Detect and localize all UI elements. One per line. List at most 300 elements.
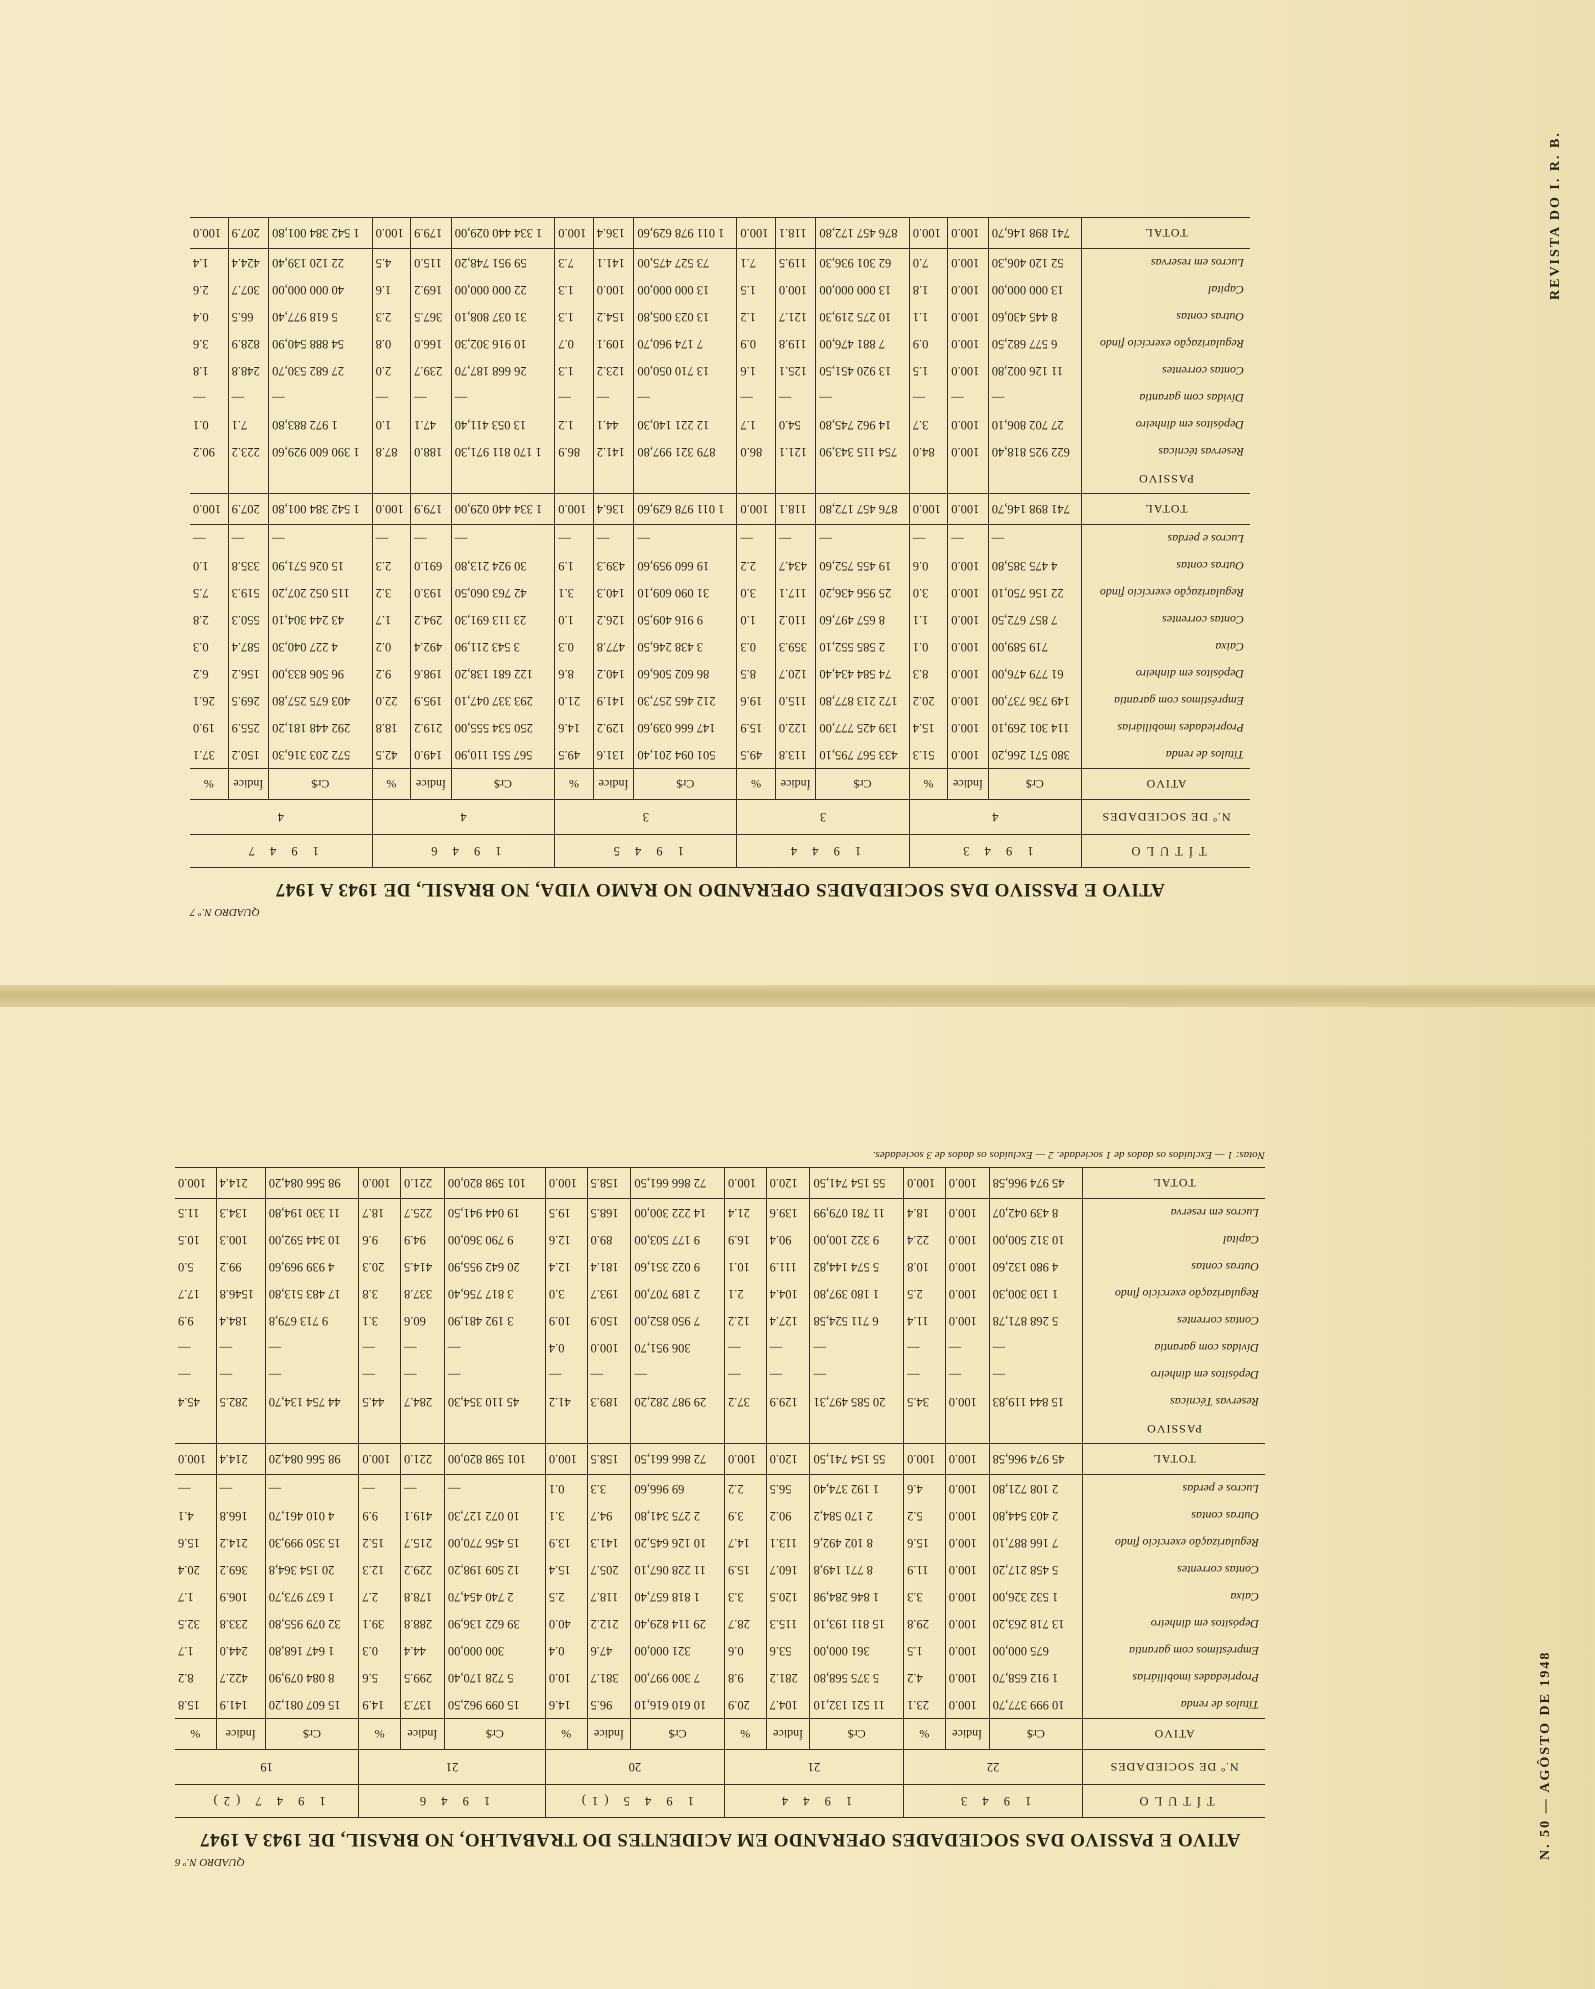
cell-value: 2 585 552,10 bbox=[816, 633, 909, 660]
empty-cell bbox=[269, 465, 373, 494]
col-pct-header: % bbox=[724, 1719, 766, 1750]
cell-value: 1 637 973,70 bbox=[265, 1583, 359, 1610]
col-pct-header: % bbox=[372, 769, 411, 800]
total-value: 207.9 bbox=[228, 218, 269, 249]
cell-value: — bbox=[909, 384, 948, 411]
total-value: 100.0 bbox=[909, 494, 948, 525]
cell-value: — bbox=[989, 1334, 1083, 1361]
cell-value: 44.1 bbox=[593, 411, 634, 438]
cell-value: — bbox=[775, 384, 816, 411]
cell-value: 106.9 bbox=[216, 1583, 265, 1610]
cell-value: 39 622 136,90 bbox=[444, 1610, 545, 1637]
empty-cell bbox=[444, 1415, 545, 1444]
cell-value: — bbox=[265, 1475, 359, 1503]
total-value: 158.5 bbox=[587, 1168, 631, 1199]
cell-value: 434.7 bbox=[775, 552, 816, 579]
societies-count: 4 bbox=[190, 800, 372, 835]
col-pct-header: % bbox=[359, 1719, 401, 1750]
cell-value: 7 881 476,00 bbox=[816, 330, 909, 357]
cell-value: 42.5 bbox=[372, 741, 411, 769]
year-header: 1 9 4 3 bbox=[904, 1785, 1083, 1818]
cell-value: 12.6 bbox=[545, 1226, 587, 1253]
cell-value: 11 521 132,10 bbox=[810, 1691, 904, 1719]
cell-value: 100.0 bbox=[587, 1334, 631, 1361]
cell-value: 100.0 bbox=[948, 276, 989, 303]
cell-value: 23 113 691,30 bbox=[451, 606, 555, 633]
cell-value: — bbox=[988, 525, 1081, 553]
cell-value: 6.2 bbox=[190, 660, 228, 687]
cell-value: 23.1 bbox=[904, 1691, 946, 1719]
cell-value: 1.5 bbox=[904, 1637, 946, 1664]
cell-value: — bbox=[631, 1361, 725, 1388]
quadro-6-notes: Notas: 1 — Excluídos os dados de 1 sociedade. 2 — Excluídos os dados de 3 sociedades. bbox=[872, 1149, 1265, 1161]
cell-value: 3.2 bbox=[372, 579, 411, 606]
empty-cell bbox=[988, 465, 1081, 494]
cell-value: 34.5 bbox=[904, 1388, 946, 1415]
cell-value: 12.2 bbox=[724, 1307, 766, 1334]
year-header-row bbox=[190, 835, 1250, 868]
cell-value: 5 618 977,40 bbox=[269, 303, 373, 330]
cell-value: — bbox=[766, 1361, 810, 1388]
cell-value: 1.5 bbox=[909, 357, 948, 384]
cell-value: 2 403 544,80 bbox=[989, 1502, 1083, 1529]
empty-cell bbox=[372, 465, 411, 494]
cell-value: 419.1 bbox=[400, 1502, 444, 1529]
cell-value: 141.9 bbox=[593, 687, 634, 714]
cell-value: 129.9 bbox=[766, 1388, 810, 1415]
cell-value: 0.3 bbox=[190, 633, 228, 660]
cell-value: — bbox=[587, 1361, 631, 1388]
total-row bbox=[175, 1168, 1265, 1199]
cell-value: 40.0 bbox=[545, 1610, 587, 1637]
cell-value: 1.8 bbox=[190, 357, 228, 384]
cell-value: 3.1 bbox=[555, 579, 594, 606]
cell-value: 288.8 bbox=[400, 1610, 444, 1637]
cell-value: 118.7 bbox=[587, 1583, 631, 1610]
table-row bbox=[175, 1556, 1265, 1583]
total-value: 100.0 bbox=[724, 1168, 766, 1199]
cell-value: 18.8 bbox=[372, 714, 411, 741]
total-label: TOTAL bbox=[1082, 494, 1250, 525]
row-label: Contas correntes bbox=[1162, 364, 1244, 378]
passivo-section-row bbox=[175, 1415, 1265, 1444]
cell-value: 248.8 bbox=[228, 357, 269, 384]
total-value: 120.0 bbox=[766, 1444, 810, 1475]
empty-cell bbox=[945, 1415, 989, 1444]
cell-value: 219.2 bbox=[411, 714, 452, 741]
col-indice-header: Índice bbox=[216, 1719, 265, 1750]
cell-value: — bbox=[411, 525, 452, 553]
cell-value: 19.6 bbox=[737, 687, 776, 714]
cell-value: 3 438 246,50 bbox=[634, 633, 737, 660]
total-value: 158.5 bbox=[587, 1444, 631, 1475]
total-value: 100.0 bbox=[190, 494, 228, 525]
empty-cell bbox=[909, 465, 948, 494]
row-label: Empréstimos com garantia bbox=[1129, 1644, 1259, 1658]
row-label: Regularização exercício findo bbox=[1114, 1536, 1259, 1550]
cell-value: 100.0 bbox=[948, 579, 989, 606]
cell-value: 11 781 079,99 bbox=[810, 1199, 904, 1227]
cell-value: 433 567 795,10 bbox=[816, 741, 909, 769]
column-header-row bbox=[190, 769, 1250, 800]
cell-value: 90.2 bbox=[766, 1502, 810, 1529]
table-row bbox=[175, 1637, 1265, 1664]
total-value: 100.0 bbox=[945, 1168, 989, 1199]
cell-value: 675 000,00 bbox=[989, 1637, 1083, 1664]
cell-value: 21.0 bbox=[555, 687, 594, 714]
cell-value: — bbox=[216, 1475, 265, 1503]
total-value: 120.0 bbox=[766, 1168, 810, 1199]
cell-value: 120.7 bbox=[775, 660, 816, 687]
cell-value: 109.1 bbox=[593, 330, 634, 357]
cell-value: 1.0 bbox=[372, 411, 411, 438]
cell-value: 32.5 bbox=[175, 1610, 216, 1637]
col-indice-header: Índice bbox=[228, 769, 269, 800]
cell-value: 1.3 bbox=[555, 357, 594, 384]
total-value: 741 898 146,70 bbox=[988, 494, 1081, 525]
cell-value: 8 439 042,07 bbox=[989, 1199, 1083, 1227]
cell-value: 587.4 bbox=[228, 633, 269, 660]
col-indice-header: Índice bbox=[766, 1719, 810, 1750]
cell-value: 567 551 110,90 bbox=[451, 741, 555, 769]
cell-value: 1.1 bbox=[909, 303, 948, 330]
cell-value: 178.8 bbox=[400, 1583, 444, 1610]
cell-value: 100.0 bbox=[945, 1280, 989, 1307]
cell-value: 7.3 bbox=[555, 249, 594, 277]
cell-value: 49.5 bbox=[737, 741, 776, 769]
cell-value: 9.9 bbox=[359, 1502, 401, 1529]
cell-value: 15.4 bbox=[909, 714, 948, 741]
table-row bbox=[190, 552, 1250, 579]
empty-cell bbox=[989, 1415, 1083, 1444]
cell-value: 45.4 bbox=[175, 1388, 216, 1415]
cell-value: 100.0 bbox=[945, 1637, 989, 1664]
cell-value: 127.4 bbox=[766, 1307, 810, 1334]
cell-value: — bbox=[816, 525, 909, 553]
cell-value: 2.6 bbox=[190, 276, 228, 303]
cell-value: 0.1 bbox=[190, 411, 228, 438]
cell-value: 18.4 bbox=[904, 1199, 946, 1227]
cell-value: 115.0 bbox=[411, 249, 452, 277]
cell-value: 8 102 492,6 bbox=[810, 1529, 904, 1556]
col-cr-header: Cr$ bbox=[631, 1719, 725, 1750]
total-label: TOTAL bbox=[1082, 218, 1250, 249]
row-label: Lucros e perdas bbox=[1182, 1482, 1259, 1496]
empty-cell bbox=[545, 1415, 587, 1444]
cell-value: 27 702 806,10 bbox=[988, 411, 1081, 438]
table-row bbox=[190, 525, 1250, 553]
cell-value: 9 177 503,00 bbox=[631, 1226, 725, 1253]
cell-value: 13 710 050,00 bbox=[634, 357, 737, 384]
col-pct-header: % bbox=[175, 1719, 216, 1750]
total-value: 100.0 bbox=[545, 1444, 587, 1475]
societies-count: 3 bbox=[555, 800, 737, 835]
cell-value: — bbox=[359, 1475, 401, 1503]
total-value: 45 974 966,58 bbox=[989, 1168, 1083, 1199]
cell-value: 2.7 bbox=[359, 1583, 401, 1610]
quadro-7-table bbox=[190, 217, 1250, 868]
total-value: 55 154 741,50 bbox=[810, 1444, 904, 1475]
cell-value: 10 072 127,30 bbox=[444, 1502, 545, 1529]
cell-value: 31 037 808,10 bbox=[451, 303, 555, 330]
table-row bbox=[190, 714, 1250, 741]
cell-value: 166.0 bbox=[411, 330, 452, 357]
total-value: 221.0 bbox=[400, 1168, 444, 1199]
cell-value: 9 713 679,8 bbox=[265, 1307, 359, 1334]
cell-value: — bbox=[948, 525, 989, 553]
cell-value: 1.7 bbox=[372, 606, 411, 633]
col-pct-header: % bbox=[555, 769, 594, 800]
journal-header: REVISTA DO I. R. B. bbox=[1548, 131, 1563, 300]
cell-value: 223.2 bbox=[228, 438, 269, 465]
passivo-section-row bbox=[190, 465, 1250, 494]
cell-value: 492.4 bbox=[411, 633, 452, 660]
cell-value: 284.7 bbox=[400, 1388, 444, 1415]
cell-value: 114 301 269,10 bbox=[988, 714, 1081, 741]
row-label: Reservas técnicas bbox=[1158, 445, 1244, 459]
cell-value: 140.3 bbox=[593, 579, 634, 606]
cell-value: 139.6 bbox=[766, 1199, 810, 1227]
cell-value: 1.5 bbox=[737, 276, 776, 303]
total-value: 98 566 084,20 bbox=[265, 1444, 359, 1475]
cell-value: 113.1 bbox=[766, 1529, 810, 1556]
cell-value: 22 156 750,10 bbox=[988, 579, 1081, 606]
cell-value: 27 682 530,70 bbox=[269, 357, 373, 384]
cell-value: 20.9 bbox=[724, 1691, 766, 1719]
table-row bbox=[175, 1502, 1265, 1529]
societies-count: 21 bbox=[724, 1750, 903, 1785]
cell-value: 60.6 bbox=[400, 1307, 444, 1334]
cell-value: 3.0 bbox=[545, 1280, 587, 1307]
cell-value: 51.3 bbox=[909, 741, 948, 769]
cell-value: 2.2 bbox=[737, 552, 776, 579]
cell-value: 572 203 316,30 bbox=[269, 741, 373, 769]
col-indice-header: Índice bbox=[593, 769, 634, 800]
table-row bbox=[175, 1253, 1265, 1280]
cell-value: 26 668 187,70 bbox=[451, 357, 555, 384]
page-fold bbox=[0, 985, 1595, 1007]
cell-value: 4.6 bbox=[904, 1475, 946, 1503]
cell-value: 100.0 bbox=[945, 1475, 989, 1503]
table-row bbox=[190, 276, 1250, 303]
cell-value: 86 602 506,60 bbox=[634, 660, 737, 687]
cell-value: 691.0 bbox=[411, 552, 452, 579]
cell-value: 2 275 341,80 bbox=[631, 1502, 725, 1529]
row-label: Caixa bbox=[1215, 640, 1244, 654]
cell-value: — bbox=[265, 1361, 359, 1388]
cell-value: 184.4 bbox=[216, 1307, 265, 1334]
total-value: 100.0 bbox=[372, 218, 411, 249]
cell-value: 1.0 bbox=[737, 606, 776, 633]
cell-value: 5.2 bbox=[904, 1502, 946, 1529]
cell-value: 131.6 bbox=[593, 741, 634, 769]
cell-value: 9 790 360,00 bbox=[444, 1226, 545, 1253]
cell-value: — bbox=[175, 1475, 216, 1503]
cell-value: 10 999 377,70 bbox=[989, 1691, 1083, 1719]
total-value: 100.0 bbox=[555, 494, 594, 525]
cell-value: 6 577 682,50 bbox=[988, 330, 1081, 357]
empty-cell bbox=[816, 465, 909, 494]
total-value: 100.0 bbox=[904, 1444, 946, 1475]
cell-value: 15.2 bbox=[359, 1529, 401, 1556]
row-label: Lucros e perdas bbox=[1167, 532, 1244, 546]
cell-value: 4 980 132,60 bbox=[989, 1253, 1083, 1280]
column-header-row bbox=[175, 1719, 1265, 1750]
table-row bbox=[175, 1361, 1265, 1388]
cell-value: 9.9 bbox=[175, 1307, 216, 1334]
societies-count: 21 bbox=[359, 1750, 546, 1785]
cell-value: 137.3 bbox=[400, 1691, 444, 1719]
cell-value: 15.9 bbox=[737, 714, 776, 741]
societies-count: 4 bbox=[909, 800, 1081, 835]
cell-value: 44.4 bbox=[400, 1637, 444, 1664]
cell-value: 281.2 bbox=[766, 1664, 810, 1691]
col-cr-header: Cr$ bbox=[451, 769, 555, 800]
cell-value: 8 771 149,8 bbox=[810, 1556, 904, 1583]
col-cr-header: Cr$ bbox=[988, 769, 1081, 800]
cell-value: 250 534 555,00 bbox=[451, 714, 555, 741]
cell-value: 3.8 bbox=[359, 1280, 401, 1307]
cell-value: 100.0 bbox=[945, 1388, 989, 1415]
cell-value: 1.6 bbox=[372, 276, 411, 303]
row-label: Dívidas com garantia bbox=[1154, 1341, 1259, 1355]
societies-label: N.º DE SOCIEDADES bbox=[1083, 1750, 1265, 1785]
cell-value: 294.2 bbox=[411, 606, 452, 633]
empty-cell bbox=[359, 1415, 401, 1444]
cell-value: 306 951,70 bbox=[631, 1334, 725, 1361]
cell-value: 73 527 475,00 bbox=[634, 249, 737, 277]
total-value: 214.4 bbox=[216, 1168, 265, 1199]
cell-value: 1 818 657,40 bbox=[631, 1583, 725, 1610]
cell-value: 30 924 213,80 bbox=[451, 552, 555, 579]
row-label: Títulos de renda bbox=[1180, 1698, 1259, 1712]
total-value: 100.0 bbox=[175, 1168, 216, 1199]
cell-value: 255.9 bbox=[228, 714, 269, 741]
year-header: 1 9 4 7 (2) bbox=[175, 1785, 359, 1818]
cell-value: — bbox=[444, 1334, 545, 1361]
cell-value: — bbox=[555, 525, 594, 553]
cell-value: 215.7 bbox=[400, 1529, 444, 1556]
cell-value: 10 916 302,30 bbox=[451, 330, 555, 357]
cell-value: 1.8 bbox=[909, 276, 948, 303]
row-label: Propriedades imobiliárias bbox=[1117, 721, 1244, 735]
cell-value: — bbox=[372, 525, 411, 553]
year-header: 1 9 4 3 bbox=[909, 835, 1081, 868]
cell-value: 1 390 600 929,60 bbox=[269, 438, 373, 465]
cell-value: 104.7 bbox=[766, 1691, 810, 1719]
cell-value: 229.2 bbox=[400, 1556, 444, 1583]
col-indice-header: Índice bbox=[411, 769, 452, 800]
table-row bbox=[190, 660, 1250, 687]
table-row bbox=[175, 1610, 1265, 1637]
table-row bbox=[190, 303, 1250, 330]
cell-value: 100.0 bbox=[945, 1199, 989, 1227]
cell-value: 12.4 bbox=[545, 1253, 587, 1280]
table-row bbox=[175, 1226, 1265, 1253]
cell-value: 37.2 bbox=[724, 1388, 766, 1415]
cell-value: — bbox=[400, 1334, 444, 1361]
cell-value: 6 711 524,58 bbox=[810, 1307, 904, 1334]
cell-value: 2.8 bbox=[190, 606, 228, 633]
cell-value: 3.3 bbox=[724, 1583, 766, 1610]
col-cr-header: Cr$ bbox=[269, 769, 373, 800]
cell-value: 7.1 bbox=[737, 249, 776, 277]
cell-value: 7.0 bbox=[909, 249, 948, 277]
cell-value: 37.1 bbox=[190, 741, 228, 769]
cell-value: — bbox=[724, 1334, 766, 1361]
cell-value: 10 126 645,20 bbox=[631, 1529, 725, 1556]
cell-value: — bbox=[904, 1361, 946, 1388]
cell-value: 361 000,00 bbox=[810, 1637, 904, 1664]
total-value: 207.9 bbox=[228, 494, 269, 525]
cell-value: 193.0 bbox=[411, 579, 452, 606]
total-value: 100.0 bbox=[737, 494, 776, 525]
row-label: Caixa bbox=[1230, 1590, 1259, 1604]
cell-value: 15.6 bbox=[904, 1529, 946, 1556]
cell-value: 47.1 bbox=[411, 411, 452, 438]
cell-value: 100.0 bbox=[948, 438, 989, 465]
cell-value: 2.3 bbox=[372, 303, 411, 330]
cell-value: 477.8 bbox=[593, 633, 634, 660]
cell-value: 17 483 513,80 bbox=[265, 1280, 359, 1307]
cell-value: — bbox=[945, 1334, 989, 1361]
cell-value: 381.7 bbox=[587, 1664, 631, 1691]
cell-value: 15.8 bbox=[175, 1691, 216, 1719]
cell-value: 307.7 bbox=[228, 276, 269, 303]
table-row bbox=[190, 330, 1250, 357]
table-row bbox=[175, 1691, 1265, 1719]
cell-value: 100.0 bbox=[593, 276, 634, 303]
cell-value: — bbox=[775, 525, 816, 553]
cell-value: 7.5 bbox=[190, 579, 228, 606]
cell-value: 39.1 bbox=[359, 1610, 401, 1637]
cell-value: 20.3 bbox=[359, 1253, 401, 1280]
row-label: Empréstimos com garantia bbox=[1114, 694, 1244, 708]
cell-value: 439.3 bbox=[593, 552, 634, 579]
empty-cell bbox=[631, 1415, 725, 1444]
total-value: 1 011 978 629,60 bbox=[634, 494, 737, 525]
cell-value: 100.0 bbox=[948, 714, 989, 741]
cell-value: 21.4 bbox=[724, 1199, 766, 1227]
cell-value: 5.0 bbox=[175, 1253, 216, 1280]
cell-value: 141.9 bbox=[216, 1691, 265, 1719]
cell-value: 8 084 079,90 bbox=[265, 1664, 359, 1691]
cell-value: — bbox=[810, 1334, 904, 1361]
cell-value: 5 375 568,80 bbox=[810, 1664, 904, 1691]
cell-value: 25 956 436,20 bbox=[816, 579, 909, 606]
cell-value: 300 000,00 bbox=[444, 1637, 545, 1664]
cell-value: 13 920 451,50 bbox=[816, 357, 909, 384]
cell-value: 28.7 bbox=[724, 1610, 766, 1637]
total-value: 55 154 741,50 bbox=[810, 1168, 904, 1199]
cell-value: 43 244 304,10 bbox=[269, 606, 373, 633]
total-value: 100.0 bbox=[555, 218, 594, 249]
cell-value: 1.4 bbox=[190, 249, 228, 277]
cell-value: 189.3 bbox=[587, 1388, 631, 1415]
cell-value: 3.1 bbox=[545, 1502, 587, 1529]
empty-cell bbox=[190, 465, 228, 494]
passivo-section-label: PASSIVO bbox=[1138, 472, 1194, 487]
quadro-6-block bbox=[175, 1048, 1265, 1868]
cell-value: 3.6 bbox=[190, 330, 228, 357]
cell-value: 1.3 bbox=[555, 276, 594, 303]
table-row bbox=[190, 633, 1250, 660]
total-value: 100.0 bbox=[909, 218, 948, 249]
cell-value: 2.1 bbox=[724, 1280, 766, 1307]
total-value: 876 457 172,80 bbox=[816, 494, 909, 525]
cell-value: 550.3 bbox=[228, 606, 269, 633]
societies-count: 22 bbox=[904, 1750, 1083, 1785]
